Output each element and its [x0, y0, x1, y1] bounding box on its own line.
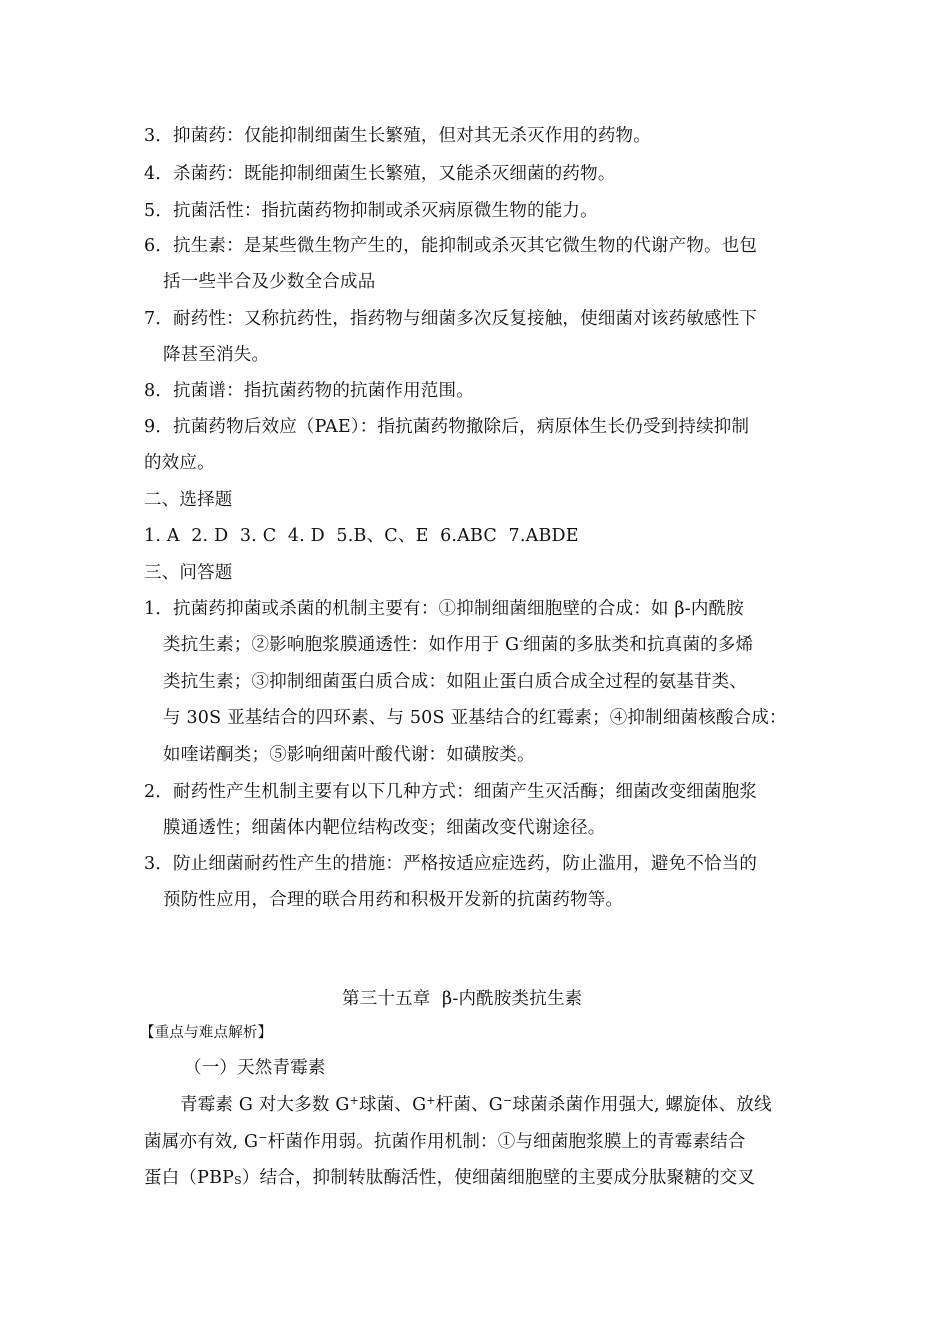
- penicillin-paragraph-line-3: [144, 1166, 755, 1190]
- para-1-text-b: 球菌、G: [358, 1095, 427, 1115]
- gram-negative-superscript: -: [519, 634, 524, 647]
- definition-9-line-2: 的效应。: [144, 453, 215, 473]
- key-points-heading: 【重点与难点解析】: [140, 1025, 273, 1041]
- qa-1-line-2-part-a: 类抗生素；②影响胞浆膜通透性：如作用于 G: [163, 635, 520, 655]
- definition-8: 8．抗菌谱：指抗菌药物的抗菌作用范围。: [144, 381, 474, 401]
- para-1-text-a: 青霉素 G 对大多数 G: [180, 1095, 350, 1115]
- gram-negative-sup-1: −: [502, 1094, 513, 1107]
- para-1-text-d: 球菌杀菌作用强大, 螺旋体、放线: [512, 1095, 772, 1115]
- qa-2-line-2: 膜通透性；细菌体内靶位结构改变；细菌改变代谢途径。: [163, 818, 606, 838]
- qa-1-line-3: 类抗生素；③抑制细菌蛋白质合成：如阻止蛋白质合成全过程的氨基苷类、: [163, 672, 748, 692]
- qa-2-line-1: 2．耐药性产生机制主要有以下几种方式：细菌产生灭活酶；细菌改变细菌胞浆: [144, 782, 758, 802]
- choice-answers: 1. A 2. D 3. C 4. D 5.B、C、E 6.ABC 7.ABDE: [144, 526, 579, 546]
- section-heading-qa: 三、问答题: [144, 563, 233, 583]
- qa-1-line-4: 与 30S 亚基结合的四环素、与 50S 亚基结合的红霉素；④抑制细菌核酸合成：: [163, 708, 787, 728]
- definition-7-line-2: 降甚至消失。: [163, 345, 270, 365]
- para-2-text-b: 杆菌作用弱。抗菌作用机制：①与细菌胞浆膜上的青霉素结合: [267, 1132, 746, 1152]
- definition-6-line-2: 括一些半合及少数全合成品: [163, 272, 376, 292]
- definition-6-line-1: 6．抗生素：是某些微生物产生的，能抑制或杀灭其它微生物的代谢产物。也包: [144, 236, 758, 256]
- para-3-text-b: ）结合，抑制转肽酶活性，使细菌细胞壁的主要成分肽聚糖的交叉: [241, 1168, 756, 1188]
- qa-1-line-5: 如喹诺酮类；⑤影响细菌叶酸代谢：如磺胺类。: [163, 745, 535, 765]
- qa-1-line-2: [163, 633, 753, 657]
- penicillin-paragraph-line-1: [180, 1093, 772, 1117]
- pbps-subscript: S: [234, 1174, 242, 1187]
- chapter-title: 第三十五章 β-内酰胺类抗生素: [342, 989, 583, 1009]
- gram-positive-sup-1: +: [349, 1094, 359, 1107]
- para-2-text-a: 菌属亦有效, G: [144, 1132, 259, 1152]
- qa-1-line-1: 1．抗菌药抑菌或杀菌的机制主要有：①抑制细菌细胞壁的合成：如 β-内酰胺: [144, 599, 744, 619]
- sub-heading-natural-penicillin: （一）天然青霉素: [184, 1058, 326, 1078]
- gram-positive-sup-2: +: [426, 1094, 436, 1107]
- qa-1-line-2-part-b: 细菌的多肽类和抗真菌的多烯: [523, 635, 754, 655]
- qa-3-line-1: 3．防止细菌耐药性产生的措施：严格按适应症选药，防止滥用，避免不恰当的: [144, 854, 758, 874]
- definition-9-line-1: 9．抗菌药物后效应（PAE）：指抗菌药物撤除后，病原体生长仍受到持续抑制: [144, 417, 750, 437]
- definition-7-line-1: 7．耐药性：又称抗药性，指药物与细菌多次反复接触，使细菌对该药敏感性下: [144, 309, 758, 329]
- para-3-text-a: 蛋白（PBP: [144, 1168, 235, 1188]
- penicillin-paragraph-line-2: [144, 1130, 746, 1154]
- definition-4: 4．杀菌药：既能抑制细菌生长繁殖，又能杀灭细菌的药物。: [144, 164, 616, 184]
- qa-3-line-2: 预防性应用，合理的联合用药和积极开发新的抗菌药物等。: [163, 890, 624, 910]
- definition-3: 3．抑菌药：仅能抑制细菌生长繁殖，但对其无杀灭作用的药物。: [144, 126, 651, 146]
- gram-negative-sup-2: −: [258, 1131, 268, 1144]
- para-1-text-c: 杆菌、G: [435, 1095, 503, 1115]
- section-heading-choice: 二、选择题: [144, 490, 233, 510]
- definition-5: 5．抗菌活性：指抗菌药物抑制或杀灭病原微生物的能力。: [144, 201, 598, 221]
